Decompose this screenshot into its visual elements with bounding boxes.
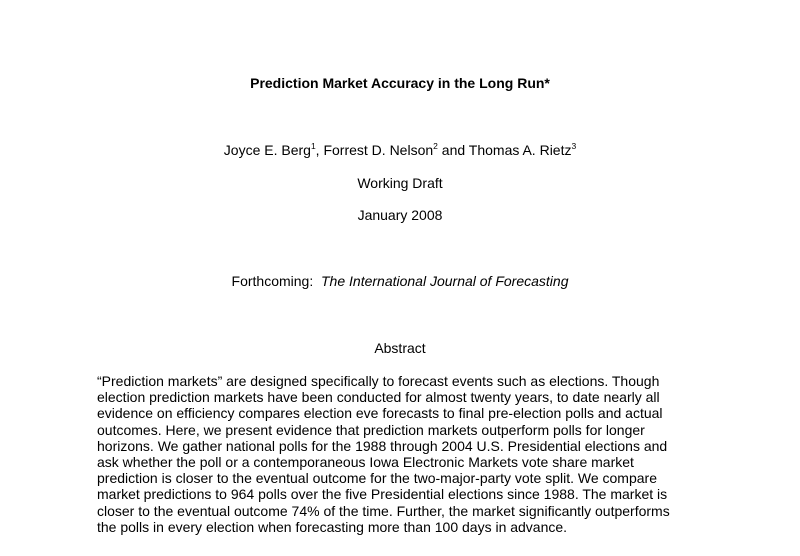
draft-status: Working Draft [357, 175, 443, 191]
author-affiliation-mark: 1 [310, 141, 316, 151]
author-name: Forrest D. Nelson [323, 142, 434, 158]
author-affiliation-mark: 2 [433, 141, 438, 151]
paper-title: Prediction Market Accuracy in the Long Run* [250, 75, 550, 91]
abstract-body [97, 373, 717, 535]
abstract-line: “Prediction markets” are designed specifically to forecast events such as elections. Though [97, 373, 660, 389]
author-name: Thomas A. Rietz [468, 142, 572, 158]
abstract-line: horizons. We gather national polls for the 1988 through 2004 U.S. Presidential elections and [97, 437, 668, 454]
author-line [0, 142, 800, 159]
author-name: Joyce E. Berg [223, 142, 311, 158]
forthcoming-label: Forthcoming: [231, 273, 314, 289]
author-separator: and [437, 142, 469, 158]
abstract-line: election prediction markets have been conducted for almost twenty years, to date nearly all [97, 389, 660, 406]
abstract-line: closer to the eventual outcome 74% of the time. Further, the market significantly outperforms [97, 502, 670, 519]
abstract-line: evidence on efficiency compares election eve forecasts to final pre-election polls and actual [97, 405, 663, 422]
abstract-line: prediction is closer to the eventual outcome for the two-major-party vote split. We compare [97, 470, 657, 487]
abstract-heading: Abstract [374, 340, 426, 356]
abstract-line: ask whether the poll or a contemporaneous Iowa Electronic Markets vote share market [97, 454, 634, 471]
journal-name: The International Journal of Forecasting [321, 273, 569, 289]
author-separator: , [315, 142, 324, 158]
abstract-line: market predictions to 964 polls over the five Presidential elections since 1988. The market is [97, 486, 668, 503]
paper-date: January 2008 [357, 207, 443, 223]
forthcoming-line [0, 273, 800, 290]
abstract-line: outcomes. Here, we present evidence that prediction markets outperform polls for longer [97, 421, 645, 438]
abstract-line: the polls in every election when forecasting more than 100 days in advance. [97, 518, 568, 535]
author-affiliation-mark: 3 [571, 141, 577, 151]
